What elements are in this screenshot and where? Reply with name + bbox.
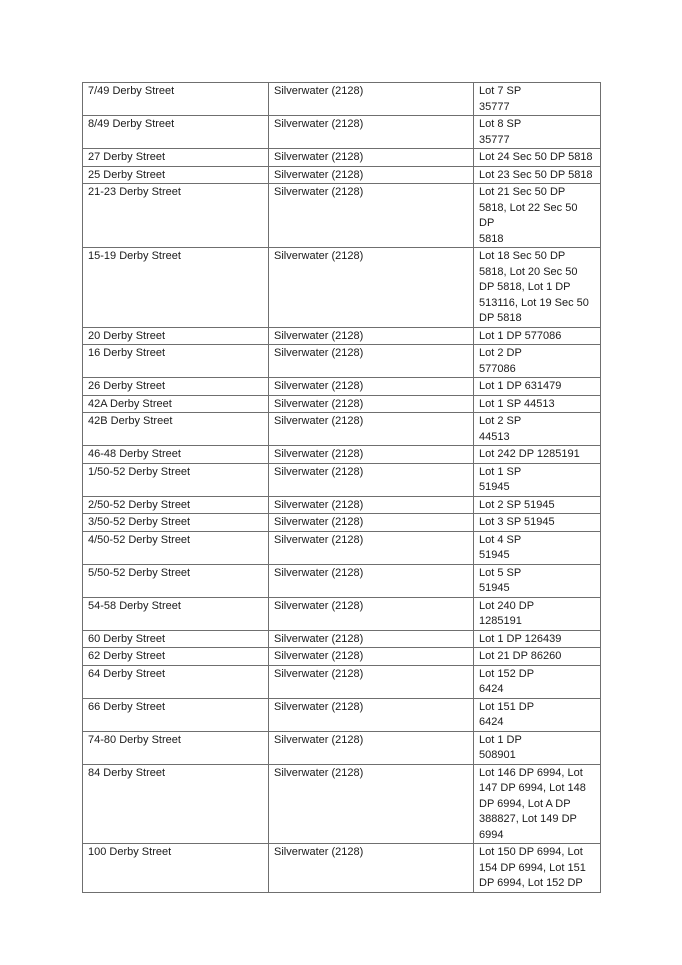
lot-description-cell: Lot 3 SP 51945	[474, 514, 601, 532]
address-cell: 66 Derby Street	[83, 698, 269, 731]
address-cell: 54-58 Derby Street	[83, 597, 269, 630]
lot-description-cell: Lot 5 SP 51945	[474, 564, 601, 597]
address-cell: 60 Derby Street	[83, 630, 269, 648]
address-cell: 8/49 Derby Street	[83, 116, 269, 149]
table-row	[83, 764, 601, 844]
table-row	[83, 184, 601, 248]
address-cell: 26 Derby Street	[83, 378, 269, 396]
lot-description-cell: Lot 8 SP 35777	[474, 116, 601, 149]
suburb-cell: Silverwater (2128)	[269, 731, 474, 764]
address-cell: 5/50-52 Derby Street	[83, 564, 269, 597]
suburb-cell: Silverwater (2128)	[269, 698, 474, 731]
table-body	[83, 83, 601, 893]
lot-description-cell: Lot 2 SP 44513	[474, 413, 601, 446]
suburb-cell: Silverwater (2128)	[269, 345, 474, 378]
lot-description-cell: Lot 152 DP 6424	[474, 665, 601, 698]
suburb-cell: Silverwater (2128)	[269, 184, 474, 248]
suburb-cell: Silverwater (2128)	[269, 327, 474, 345]
lot-description-cell: Lot 21 Sec 50 DP 5818, Lot 22 Sec 50 DP 5818	[474, 184, 601, 248]
address-cell: 2/50-52 Derby Street	[83, 496, 269, 514]
table-row	[83, 83, 601, 116]
suburb-cell: Silverwater (2128)	[269, 248, 474, 328]
lot-description-cell: Lot 7 SP 35777	[474, 83, 601, 116]
lot-description-cell: Lot 2 DP 577086	[474, 345, 601, 378]
suburb-cell: Silverwater (2128)	[269, 463, 474, 496]
address-cell: 16 Derby Street	[83, 345, 269, 378]
address-cell: 20 Derby Street	[83, 327, 269, 345]
table-row	[83, 446, 601, 464]
suburb-cell: Silverwater (2128)	[269, 564, 474, 597]
lot-description-cell: Lot 1 DP 631479	[474, 378, 601, 396]
suburb-cell: Silverwater (2128)	[269, 116, 474, 149]
address-cell: 27 Derby Street	[83, 149, 269, 167]
table-row	[83, 378, 601, 396]
table-row	[83, 345, 601, 378]
table-row	[83, 698, 601, 731]
table-row	[83, 413, 601, 446]
address-cell: 7/49 Derby Street	[83, 83, 269, 116]
lot-description-cell: Lot 146 DP 6994, Lot 147 DP 6994, Lot 148 DP 6994, Lot A DP 388827, Lot 149 DP 6994	[474, 764, 601, 844]
table-row	[83, 395, 601, 413]
lot-description-cell: Lot 151 DP 6424	[474, 698, 601, 731]
suburb-cell: Silverwater (2128)	[269, 665, 474, 698]
suburb-cell: Silverwater (2128)	[269, 514, 474, 532]
table-row	[83, 149, 601, 167]
suburb-cell: Silverwater (2128)	[269, 395, 474, 413]
address-cell: 1/50-52 Derby Street	[83, 463, 269, 496]
table-row	[83, 531, 601, 564]
table-row	[83, 844, 601, 893]
table-row	[83, 731, 601, 764]
address-cell: 3/50-52 Derby Street	[83, 514, 269, 532]
table-row	[83, 665, 601, 698]
table-row	[83, 463, 601, 496]
suburb-cell: Silverwater (2128)	[269, 378, 474, 396]
table-row	[83, 496, 601, 514]
lot-description-cell: Lot 24 Sec 50 DP 5818	[474, 149, 601, 167]
suburb-cell: Silverwater (2128)	[269, 83, 474, 116]
lot-description-cell: Lot 240 DP 1285191	[474, 597, 601, 630]
address-cell: 21-23 Derby Street	[83, 184, 269, 248]
lot-description-cell: Lot 18 Sec 50 DP 5818, Lot 20 Sec 50 DP 5818, Lot 1 DP 513116, Lot 19 Sec 50 DP 5818	[474, 248, 601, 328]
address-cell: 42A Derby Street	[83, 395, 269, 413]
address-cell: 84 Derby Street	[83, 764, 269, 844]
lot-description-cell: Lot 1 DP 126439	[474, 630, 601, 648]
address-cell: 74-80 Derby Street	[83, 731, 269, 764]
lot-description-cell: Lot 1 DP 577086	[474, 327, 601, 345]
lot-description-cell: Lot 150 DP 6994, Lot 154 DP 6994, Lot 151 DP 6994, Lot 152 DP	[474, 844, 601, 893]
suburb-cell: Silverwater (2128)	[269, 597, 474, 630]
table-row	[83, 514, 601, 532]
suburb-cell: Silverwater (2128)	[269, 166, 474, 184]
table-row	[83, 564, 601, 597]
table-row	[83, 597, 601, 630]
lot-description-cell: Lot 242 DP 1285191	[474, 446, 601, 464]
lot-description-cell: Lot 2 SP 51945	[474, 496, 601, 514]
address-cell: 46-48 Derby Street	[83, 446, 269, 464]
suburb-cell: Silverwater (2128)	[269, 446, 474, 464]
table-row	[83, 166, 601, 184]
property-table	[82, 82, 601, 893]
lot-description-cell: Lot 4 SP 51945	[474, 531, 601, 564]
table-row	[83, 116, 601, 149]
lot-description-cell: Lot 1 DP 508901	[474, 731, 601, 764]
lot-description-cell: Lot 1 SP 44513	[474, 395, 601, 413]
address-cell: 64 Derby Street	[83, 665, 269, 698]
address-cell: 25 Derby Street	[83, 166, 269, 184]
address-cell: 42B Derby Street	[83, 413, 269, 446]
lot-description-cell: Lot 1 SP 51945	[474, 463, 601, 496]
suburb-cell: Silverwater (2128)	[269, 149, 474, 167]
suburb-cell: Silverwater (2128)	[269, 496, 474, 514]
suburb-cell: Silverwater (2128)	[269, 764, 474, 844]
suburb-cell: Silverwater (2128)	[269, 844, 474, 893]
lot-description-cell: Lot 23 Sec 50 DP 5818	[474, 166, 601, 184]
address-cell: 4/50-52 Derby Street	[83, 531, 269, 564]
suburb-cell: Silverwater (2128)	[269, 413, 474, 446]
table-row	[83, 327, 601, 345]
suburb-cell: Silverwater (2128)	[269, 630, 474, 648]
lot-description-cell: Lot 21 DP 86260	[474, 648, 601, 666]
table-row	[83, 630, 601, 648]
suburb-cell: Silverwater (2128)	[269, 648, 474, 666]
table-row	[83, 648, 601, 666]
address-cell: 100 Derby Street	[83, 844, 269, 893]
address-cell: 15-19 Derby Street	[83, 248, 269, 328]
table-row	[83, 248, 601, 328]
address-cell: 62 Derby Street	[83, 648, 269, 666]
suburb-cell: Silverwater (2128)	[269, 531, 474, 564]
